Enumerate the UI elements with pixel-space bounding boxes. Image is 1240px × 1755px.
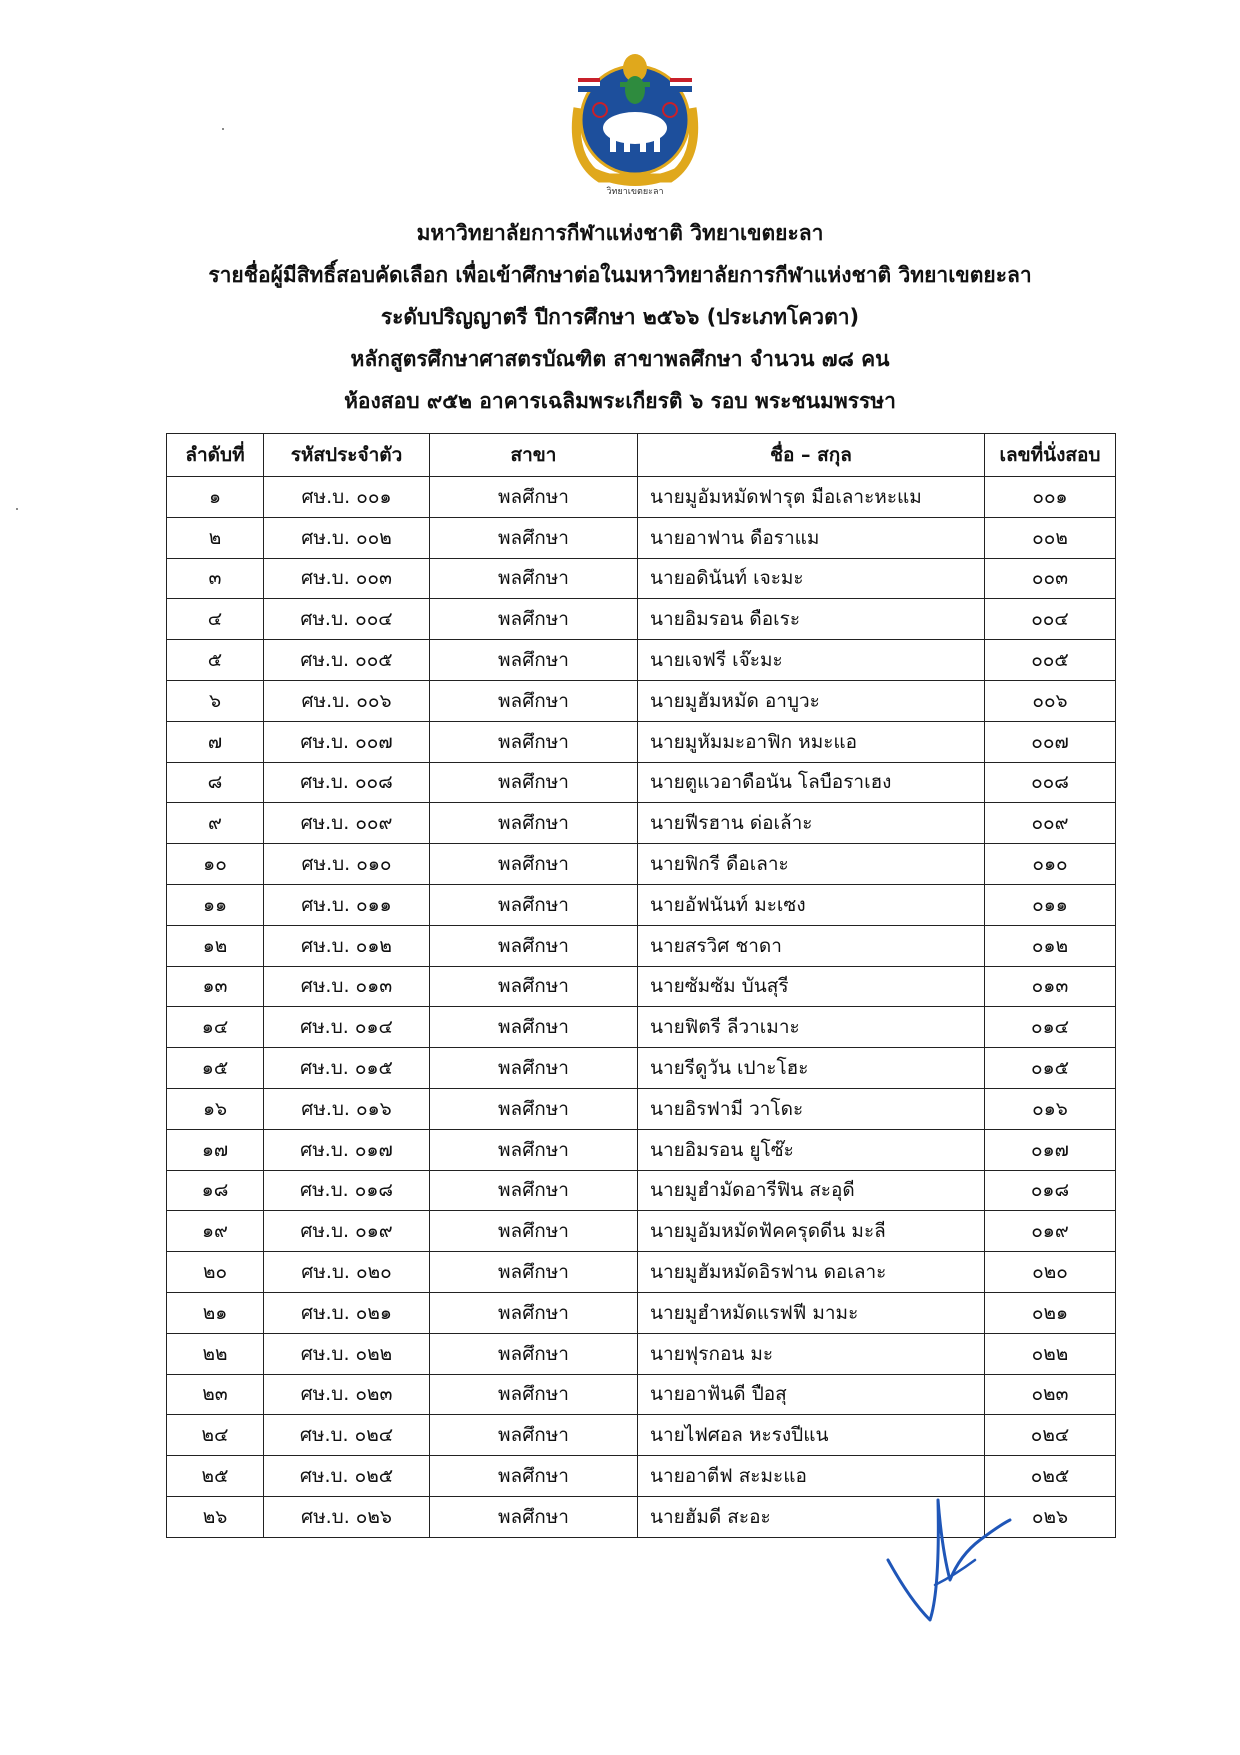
cell-student-id: ศษ.บ. ๐๑๕ [264, 1048, 430, 1089]
cell-major: พลศึกษา [430, 762, 638, 803]
table-row [167, 1292, 1116, 1333]
cell-major: พลศึกษา [430, 517, 638, 558]
table-row [167, 1211, 1116, 1252]
header-university: มหาวิทยาลัยการกีฬาแห่งชาติ วิทยาเขตยะลา [416, 221, 824, 245]
cell-student-id: ศษ.บ. ๐๒๓ [264, 1374, 430, 1415]
cell-full-name: นายมูหัมมะอาฟิก หมะแอ [638, 721, 985, 762]
cell-student-id: ศษ.บ. ๐๑๖ [264, 1088, 430, 1129]
table-row [167, 1007, 1116, 1048]
cell-student-id: ศษ.บ. ๐๑๔ [264, 1007, 430, 1048]
cell-seat-number: ๐๐๗ [985, 721, 1116, 762]
cell-seat-number: ๐๑๑ [985, 884, 1116, 925]
header-program: หลักสูตรศึกษาศาสตรบัณฑิต สาขาพลศึกษา จำนวน ๗๘ คน [350, 347, 890, 371]
cell-major: พลศึกษา [430, 558, 638, 599]
cell-student-id: ศษ.บ. ๐๒๔ [264, 1415, 430, 1456]
header-level-year: ระดับปริญญาตรี ปีการศึกษา ๒๕๖๖ (ประเภทโควตา) [380, 305, 860, 329]
cell-major: พลศึกษา [430, 680, 638, 721]
table-row [167, 762, 1116, 803]
cell-major: พลศึกษา [430, 1252, 638, 1293]
cell-student-id: ศษ.บ. ๐๐๕ [264, 640, 430, 681]
cell-seat-number: ๐๑๗ [985, 1129, 1116, 1170]
cell-major: พลศึกษา [430, 1374, 638, 1415]
cell-student-id: ศษ.บ. ๐๑๒ [264, 925, 430, 966]
cell-full-name: นายรีดูวัน เปาะโฮะ [638, 1048, 985, 1089]
cell-major: พลศึกษา [430, 1048, 638, 1089]
cell-seat-number: ๐๑๐ [985, 844, 1116, 885]
cell-major: พลศึกษา [430, 1333, 638, 1374]
cell-major: พลศึกษา [430, 1415, 638, 1456]
cell-order: ๒ [167, 517, 264, 558]
table-row [167, 558, 1116, 599]
cell-student-id: ศษ.บ. ๐๐๘ [264, 762, 430, 803]
cell-student-id: ศษ.บ. ๐๐๖ [264, 680, 430, 721]
cell-student-id: ศษ.บ. ๐๐๑ [264, 477, 430, 518]
table-row [167, 640, 1116, 681]
cell-seat-number: ๐๐๙ [985, 803, 1116, 844]
cell-student-id: ศษ.บ. ๐๑๘ [264, 1170, 430, 1211]
cell-full-name: นายมูฮัมหมัดอิรฟาน ดอเลาะ [638, 1252, 985, 1293]
cell-seat-number: ๐๐๘ [985, 762, 1116, 803]
cell-order: ๑๙ [167, 1211, 264, 1252]
cell-full-name: นายฟีรฮาน ด่อเล้าะ [638, 803, 985, 844]
cell-full-name: นายซัมซัม บันสุรี [638, 966, 985, 1007]
cell-order: ๔ [167, 599, 264, 640]
header-title: รายชื่อผู้มีสิทธิ์สอบคัดเลือก เพื่อเข้าศึกษาต่อในมหาวิทยาลัยการกีฬาแห่งชาติ วิทยาเขตยะลา [208, 263, 1032, 287]
cell-order: ๒๑ [167, 1292, 264, 1333]
cell-major: พลศึกษา [430, 477, 638, 518]
cell-student-id: ศษ.บ. ๐๒๖ [264, 1496, 430, 1537]
cell-order: ๑๘ [167, 1170, 264, 1211]
cell-full-name: นายตูแวอาดือนัน โลบือราเฮง [638, 762, 985, 803]
cell-order: ๕ [167, 640, 264, 681]
cell-major: พลศึกษา [430, 844, 638, 885]
cell-full-name: นายมูฮำหมัดแรฟฟี มามะ [638, 1292, 985, 1333]
table-row [167, 1415, 1116, 1456]
cell-full-name: นายฮัมดี สะอะ [638, 1496, 985, 1537]
cell-order: ๒๐ [167, 1252, 264, 1293]
table-header-row [167, 434, 1116, 477]
cell-full-name: นายอิมรอน ยูโซ๊ะ [638, 1129, 985, 1170]
cell-major: พลศึกษา [430, 1170, 638, 1211]
col-header-seat-number: เลขที่นั่งสอบ [985, 434, 1116, 477]
col-header-student-id: รหัสประจำตัว [264, 434, 430, 477]
scan-speck [222, 128, 224, 130]
document-header [0, 212, 1240, 422]
table-row [167, 1088, 1116, 1129]
cell-major: พลศึกษา [430, 884, 638, 925]
cell-major: พลศึกษา [430, 1456, 638, 1497]
cell-major: พลศึกษา [430, 966, 638, 1007]
cell-full-name: นายไฟศอล หะรงปีแน [638, 1415, 985, 1456]
cell-order: ๒๔ [167, 1415, 264, 1456]
cell-order: ๓ [167, 558, 264, 599]
cell-order: ๑๒ [167, 925, 264, 966]
cell-seat-number: ๐๑๘ [985, 1170, 1116, 1211]
cell-order: ๙ [167, 803, 264, 844]
candidate-table [166, 433, 1116, 1538]
cell-major: พลศึกษา [430, 721, 638, 762]
cell-major: พลศึกษา [430, 1211, 638, 1252]
table-row [167, 1048, 1116, 1089]
cell-student-id: ศษ.บ. ๐๒๐ [264, 1252, 430, 1293]
table-row [167, 844, 1116, 885]
table-row [167, 884, 1116, 925]
cell-order: ๗ [167, 721, 264, 762]
cell-full-name: นายมูฮัมหมัด อาบูวะ [638, 680, 985, 721]
table-row [167, 925, 1116, 966]
cell-full-name: นายสรวิศ ชาดา [638, 925, 985, 966]
cell-full-name: นายอิรฟามี วาโดะ [638, 1088, 985, 1129]
cell-order: ๒๖ [167, 1496, 264, 1537]
cell-seat-number: ๐๑๕ [985, 1048, 1116, 1089]
cell-seat-number: ๐๑๖ [985, 1088, 1116, 1129]
cell-full-name: นายอาตีฟ สะมะแอ [638, 1456, 985, 1497]
cell-order: ๒๓ [167, 1374, 264, 1415]
cell-student-id: ศษ.บ. ๐๑๙ [264, 1211, 430, 1252]
cell-full-name: นายมูอัมหมัดฟัคครุดดีน มะลี [638, 1211, 985, 1252]
table-row [167, 680, 1116, 721]
table-row [167, 721, 1116, 762]
cell-seat-number: ๐๐๕ [985, 640, 1116, 681]
cell-full-name: นายฟิตรี ลีวาเมาะ [638, 1007, 985, 1048]
cell-order: ๑๗ [167, 1129, 264, 1170]
cell-seat-number: ๐๐๒ [985, 517, 1116, 558]
table-row [167, 1374, 1116, 1415]
cell-student-id: ศษ.บ. ๐๐๒ [264, 517, 430, 558]
cell-full-name: นายอาฟันดี ปือสุ [638, 1374, 985, 1415]
cell-student-id: ศษ.บ. ๐๑๐ [264, 844, 430, 885]
cell-seat-number: ๐๑๔ [985, 1007, 1116, 1048]
logo-caption: วิทยาเขตยะลา [606, 187, 664, 197]
cell-seat-number: ๐๐๔ [985, 599, 1116, 640]
cell-seat-number: ๐๒๑ [985, 1292, 1116, 1333]
col-header-full-name: ชื่อ – สกุล [638, 434, 985, 477]
cell-major: พลศึกษา [430, 1292, 638, 1333]
cell-order: ๑๑ [167, 884, 264, 925]
header-exam-room: ห้องสอบ ๙๕๒ อาคารเฉลิมพระเกียรติ ๖ รอบ พระชนมพรรษา [344, 389, 896, 413]
cell-full-name: นายฟิกรี ดือเลาะ [638, 844, 985, 885]
cell-major: พลศึกษา [430, 1007, 638, 1048]
cell-student-id: ศษ.บ. ๐๐๙ [264, 803, 430, 844]
cell-student-id: ศษ.บ. ๐๒๕ [264, 1456, 430, 1497]
col-header-order: ลำดับที่ [167, 434, 264, 477]
table-row [167, 803, 1116, 844]
cell-student-id: ศษ.บ. ๐๑๑ [264, 884, 430, 925]
scan-speck [16, 508, 18, 510]
handwritten-signature [880, 1480, 1020, 1630]
cell-student-id: ศษ.บ. ๐๑๗ [264, 1129, 430, 1170]
cell-major: พลศึกษา [430, 1496, 638, 1537]
table-row [167, 599, 1116, 640]
cell-order: ๑๐ [167, 844, 264, 885]
cell-seat-number: ๐๒๒ [985, 1333, 1116, 1374]
cell-student-id: ศษ.บ. ๐๐๓ [264, 558, 430, 599]
table-row [167, 966, 1116, 1007]
cell-seat-number: ๐๐๑ [985, 477, 1116, 518]
cell-order: ๒๒ [167, 1333, 264, 1374]
cell-seat-number: ๐๒๖ [985, 1496, 1116, 1537]
cell-order: ๒๕ [167, 1456, 264, 1497]
table-row [167, 1252, 1116, 1293]
cell-seat-number: ๐๒๐ [985, 1252, 1116, 1293]
cell-seat-number: ๐๐๓ [985, 558, 1116, 599]
table-body [167, 477, 1116, 1538]
cell-seat-number: ๐๒๓ [985, 1374, 1116, 1415]
cell-order: ๑๓ [167, 966, 264, 1007]
col-header-major: สาขา [430, 434, 638, 477]
cell-full-name: นายมูอัมหมัดฟารุต มือเลาะหะแม [638, 477, 985, 518]
cell-order: ๘ [167, 762, 264, 803]
cell-full-name: นายอดินันท์ เจะมะ [638, 558, 985, 599]
cell-seat-number: ๐๑๓ [985, 966, 1116, 1007]
cell-full-name: นายเจฟรี เจ๊ะมะ [638, 640, 985, 681]
cell-major: พลศึกษา [430, 925, 638, 966]
cell-major: พลศึกษา [430, 1129, 638, 1170]
cell-order: ๖ [167, 680, 264, 721]
cell-student-id: ศษ.บ. ๐๐๔ [264, 599, 430, 640]
table-row [167, 1333, 1116, 1374]
table-row [167, 517, 1116, 558]
cell-major: พลศึกษา [430, 1088, 638, 1129]
table-row [167, 477, 1116, 518]
cell-major: พลศึกษา [430, 803, 638, 844]
table-row [167, 1170, 1116, 1211]
cell-major: พลศึกษา [430, 599, 638, 640]
cell-seat-number: ๐๒๔ [985, 1415, 1116, 1456]
cell-full-name: นายอัฟนันท์ มะเซง [638, 884, 985, 925]
cell-full-name: นายฟุรกอน มะ [638, 1333, 985, 1374]
cell-order: ๑๕ [167, 1048, 264, 1089]
cell-seat-number: ๐๑๙ [985, 1211, 1116, 1252]
cell-seat-number: ๐๑๒ [985, 925, 1116, 966]
cell-student-id: ศษ.บ. ๐๐๗ [264, 721, 430, 762]
cell-full-name: นายมูฮำมัดอารีฟิน สะอุดี [638, 1170, 985, 1211]
university-logo [560, 38, 710, 198]
cell-full-name: นายอาฟาน ดือราแม [638, 517, 985, 558]
table-row [167, 1129, 1116, 1170]
cell-seat-number: ๐๒๕ [985, 1456, 1116, 1497]
cell-student-id: ศษ.บ. ๐๒๑ [264, 1292, 430, 1333]
cell-student-id: ศษ.บ. ๐๒๒ [264, 1333, 430, 1374]
cell-full-name: นายอิมรอน ดือเระ [638, 599, 985, 640]
cell-order: ๑๔ [167, 1007, 264, 1048]
cell-order: ๑๖ [167, 1088, 264, 1129]
cell-order: ๑ [167, 477, 264, 518]
cell-student-id: ศษ.บ. ๐๑๓ [264, 966, 430, 1007]
cell-seat-number: ๐๐๖ [985, 680, 1116, 721]
cell-major: พลศึกษา [430, 640, 638, 681]
